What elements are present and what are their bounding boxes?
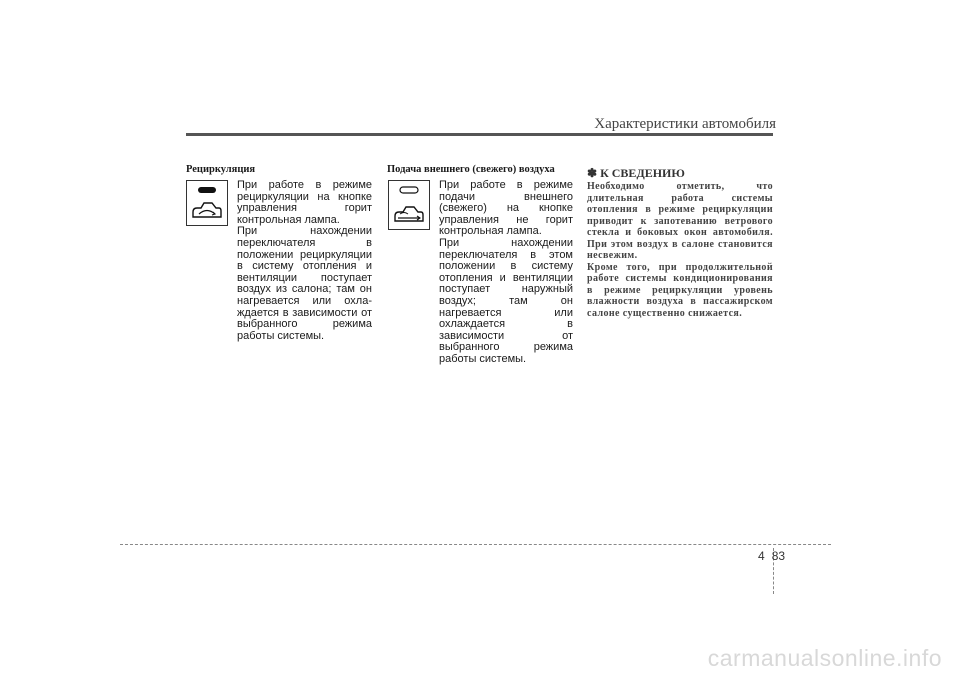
note-body — [587, 181, 773, 319]
footer-divider — [120, 544, 831, 545]
note-title-text: К СВЕДЕНИЮ — [600, 166, 685, 180]
recirculation-paragraph-2: При нахождении переключателя в положении рециркуляции в систему отопления и вентиляции поступает воздух из салона; там он нагревается или охла-ждается в зависимости от выбранного режима работы системы. — [237, 225, 372, 342]
fresh-air-text — [439, 180, 573, 366]
recirculation-air-icon — [186, 180, 228, 226]
note-symbol-icon: ✽ — [587, 166, 598, 180]
fresh-air-heading: Подача внешнего (свежего) воздуха — [387, 164, 555, 175]
recirculation-text — [237, 180, 372, 342]
fresh-air-intake-icon — [388, 180, 430, 230]
header-divider — [186, 133, 773, 136]
page-header-title: Характеристики автомобиля — [594, 116, 776, 132]
fresh-air-paragraph-2: При нахождении переключателя в этом положении в систему отопления и вентиляции поступает наружный воздух; там он нагревается или охлаждается в зависимости от выбранного режима работы системы. — [439, 236, 573, 365]
note-paragraph-1: Необходимо отметить, что длительная работа системы отопления в режиме рециркуляции приводит к запотеванию ветрового стекла и боковых окон автомобиля. При этом воздух в салоне становится несвежим. — [587, 181, 773, 261]
watermark: carmanualsonline.info — [707, 645, 942, 671]
recirculation-section — [186, 164, 255, 177]
note-paragraph-2: Кроме того, при продолжительной работе системы кондиционирования в режиме рециркуляции уровень влажности воздуха в пассажирском салоне существенно снижается. — [587, 261, 773, 319]
fresh-air-paragraph-1: При работе в режиме подачи внешнего (свежего) на кнопке управления не горит контрольная лампа. — [439, 179, 573, 238]
page-number-value: 83 — [771, 549, 786, 563]
chapter-number: 4 — [758, 549, 765, 563]
recirculation-paragraph-1: При работе в режиме рециркуляции на кнопке управления горит контрольная лампа. — [237, 179, 372, 226]
recirculation-heading: Рециркуляция — [186, 164, 256, 175]
note-title — [587, 166, 685, 181]
fresh-air-section — [387, 164, 555, 177]
page-number — [758, 549, 792, 563]
